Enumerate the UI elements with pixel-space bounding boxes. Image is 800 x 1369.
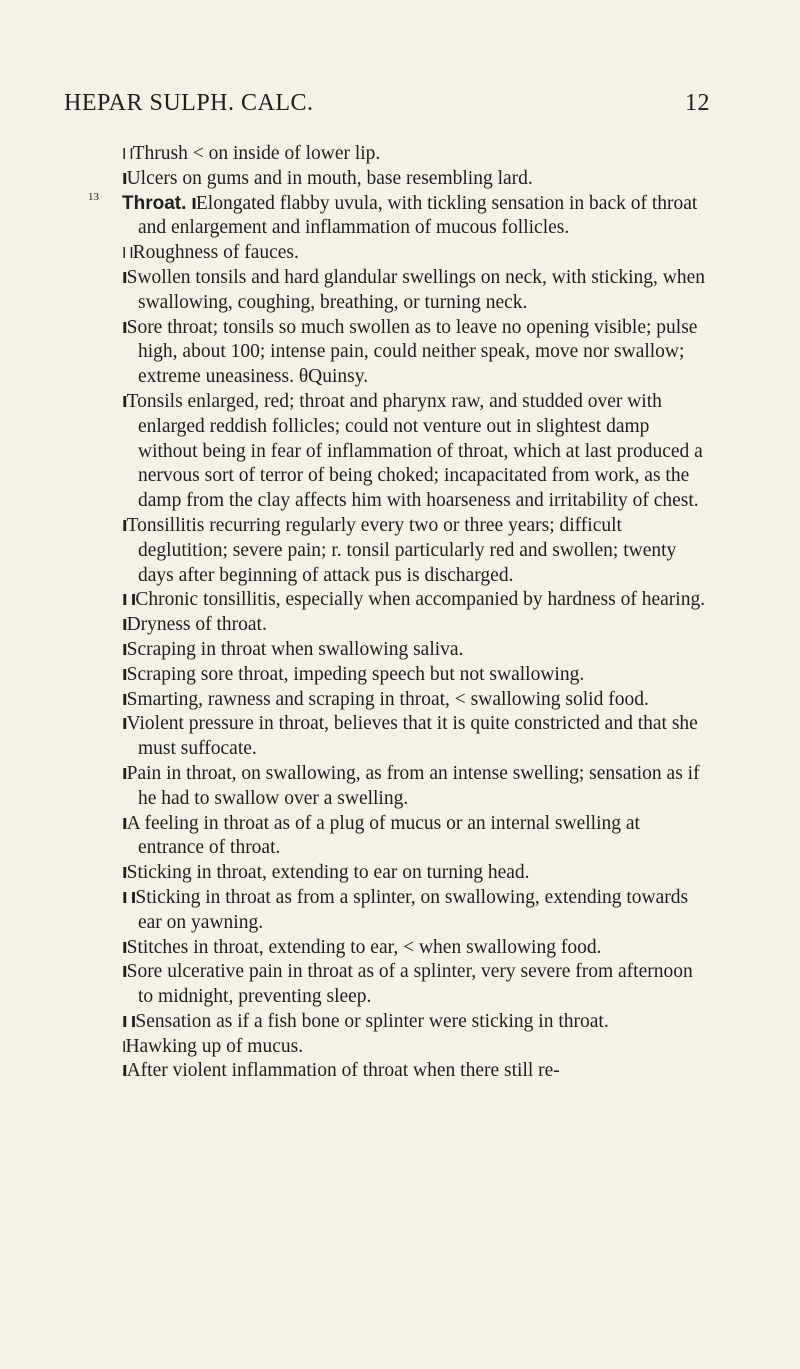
page-number: 12 — [685, 90, 710, 116]
entry — [122, 688, 707, 713]
grade-mark: I I — [122, 888, 136, 907]
entry-text: Swollen tonsils and hard glandular swellings on neck, with sticking, when swallowing, coughing, breathing, or turning neck. — [126, 266, 706, 313]
entry-text: Sore ulcerative pain in throat as of a splinter, very severe from afternoon to midnight, preventing sleep. — [126, 961, 693, 1008]
entry — [122, 142, 707, 167]
entry — [122, 1059, 707, 1084]
grade-mark: I — [122, 864, 127, 883]
grade-mark: I — [122, 938, 127, 957]
entry-text: Smarting, rawness and scraping in throat, < swallowing solid food. — [126, 688, 649, 710]
entry-text: Hawking up of mucus. — [125, 1035, 304, 1057]
entry — [122, 1035, 707, 1060]
entry-text: Scraping in throat when swallowing saliva. — [126, 638, 464, 660]
section-heading: Throat. — [122, 192, 187, 214]
grade-mark: I — [122, 1037, 126, 1056]
text-body — [88, 142, 707, 1084]
entry-text: Pain in throat, on swallowing, as from an intense swelling; sensation as if he had to swallow over a swelling. — [126, 762, 700, 809]
grade-mark: I — [122, 616, 127, 635]
grade-mark: I I — [122, 1012, 136, 1031]
entry-text: Roughness of fauces. — [132, 242, 299, 264]
grade-mark: I — [122, 1062, 127, 1081]
grade-mark: I — [122, 690, 127, 709]
entry — [122, 712, 707, 762]
grade-mark: I I — [122, 244, 133, 263]
entry — [122, 936, 707, 961]
grade-mark: I — [122, 814, 127, 833]
entry-text: Dryness of throat. — [126, 614, 267, 636]
entry — [122, 812, 707, 862]
entry — [122, 762, 707, 812]
grade-mark: I — [122, 318, 127, 337]
entry — [122, 960, 707, 1010]
page-title: HEPAR SULPH. CALC. — [64, 90, 314, 116]
entry — [122, 316, 707, 390]
entry — [122, 886, 707, 936]
grade-mark: I — [122, 764, 127, 783]
entry-text: Ulcers on gums and in mouth, base resembling lard. — [126, 167, 533, 189]
grade-mark: I — [191, 194, 196, 213]
entry-text: A feeling in throat as of a plug of mucus or an internal swelling at entrance of throat. — [126, 812, 640, 859]
entry — [122, 663, 707, 688]
entry-text: Violent pressure in throat, believes that it is quite constricted and that she must suffocate. — [126, 713, 698, 760]
grade-mark: I — [122, 963, 127, 982]
grade-mark: I I — [122, 591, 136, 610]
entry-text: After violent inflammation of throat when there still re- — [126, 1060, 560, 1082]
entry — [122, 1010, 707, 1035]
entry-text: Chronic tonsillitis, especially when accompanied by hardness of hearing. — [135, 589, 706, 611]
grade-mark: I — [122, 640, 127, 659]
entry-text: Sticking in throat as from a splinter, on swallowing, extending towards ear on yawning. — [135, 886, 689, 933]
entry: 13 Throat. IElongated flabby uvula, with tickling sensation in back of throat and enlargement and inflammation of mucous follicles. — [88, 190, 698, 239]
entry-text: Tonsils enlarged, red; throat and pharynx raw, and studded over with enlarged reddish follicles; could not venture out in slightest damp without being in fear of inflammation of throat, which at last produced a nervous sort of terror of being choked; incapacitated from work, as the damp from the clay affects him with hoarseness and irritability of chest. — [126, 390, 703, 512]
entry-text: Sensation as if a fish bone or splinter were sticking in throat. — [135, 1010, 609, 1032]
entry-text: Stitches in throat, extending to ear, < when swallowing food. — [126, 936, 602, 958]
grade-mark: I — [122, 715, 127, 734]
entry — [122, 390, 707, 514]
entry-text: Tonsillitis recurring regularly every two or three years; difficult deglutition; severe pain; r. tonsil particularly red and swollen; twenty days after beginning of attack pus is discharged. — [126, 514, 677, 586]
entry-text: Sore throat; tonsils so much swollen as to leave no opening visible; pulse high, about 100; intense pain, could neither speak, move nor swallow; extreme uneasiness. θQuinsy. — [126, 316, 698, 388]
entry — [122, 613, 707, 638]
entry-text: Scraping sore throat, impeding speech but not swallowing. — [126, 663, 585, 685]
entry — [122, 167, 707, 192]
grade-mark: I — [122, 169, 127, 188]
grade-mark: I — [122, 268, 127, 287]
entry — [122, 638, 707, 663]
entry — [122, 241, 707, 266]
entry — [122, 514, 707, 588]
entry-text: Sticking in throat, extending to ear on turning head. — [126, 862, 530, 884]
grade-mark: I — [122, 392, 127, 411]
entry — [122, 588, 707, 613]
grade-mark: I I — [122, 145, 133, 163]
grade-mark: I — [122, 665, 127, 684]
entry-text: Thrush < on inside of lower lip. — [132, 143, 381, 164]
entry — [122, 861, 707, 886]
grade-mark: I — [122, 516, 127, 535]
entry-text: Elongated flabby uvula, with tickling sensation in back of throat and enlargement and inflammation of mucous follicles. — [138, 192, 698, 239]
entry — [122, 266, 707, 316]
